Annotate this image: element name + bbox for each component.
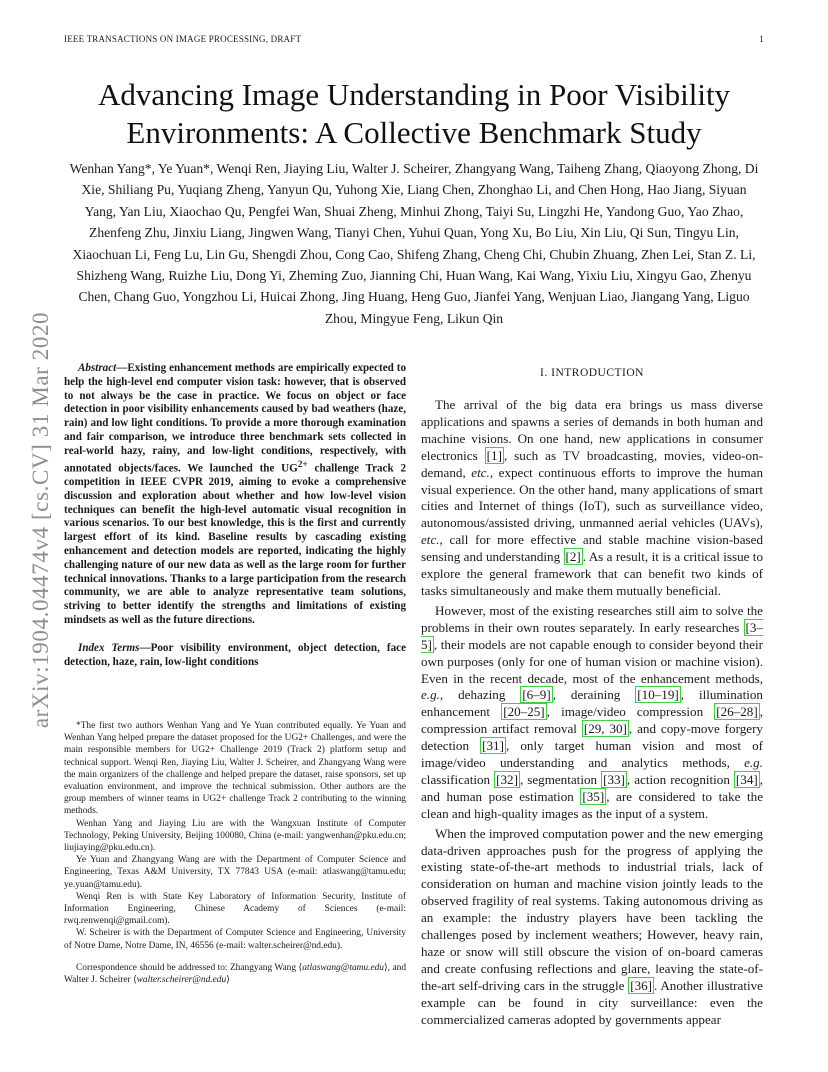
- citation-link[interactable]: [31]: [482, 738, 504, 754]
- citation-link[interactable]: [26–28]: [716, 704, 758, 720]
- citation-link[interactable]: [33]: [603, 771, 625, 787]
- arxiv-id: arXiv:1904.04474v4 [cs.CV] 31 Mar 2020: [28, 311, 53, 729]
- citation-link[interactable]: [3–5]: [421, 619, 763, 652]
- introduction-body: [421, 397, 763, 1029]
- author-list: Wenhan Yang*, Ye Yuan*, Wenqi Ren, Jiaying Liu, Walter J. Scheirer, Zhangyang Wang, Taiheng Zhang, Qiaoyong Zhong, Di Xie, Shiliang Pu, Yuqiang Zheng, Yanyun Qu, Yuhong Xie, Liang Chen, Zhonghao Li, and Chen Hong, Hao Jiang, Siyuan Yang, Yan Liu, Xiaochao Qu, Pengfei Wan, Shuai Zheng, Minhui Zhong, Taiyi Su, Lingzhi He, Yandong Guo, Yao Zhao, Zhenfeng Zhu, Jinxiu Liang, Jingwen Wang, Tianyi Chen, Yuhui Quan, Yong Xu, Bo Liu, Xin Liu, Qi Sun, Tingyu Lin, Xiaochuan Li, Feng Lu, Lin Gu, Shengdi Zhou, Cong Cao, Shifeng Zhang, Cheng Chi, Chubin Zhuang, Zhen Lei, Stan Z. Li, Shizheng Wang, Ruizhe Liu, Dong Yi, Zheming Zuo, Jianning Chi, Huan Wang, Kai Wang, Yixiu Liu, Xingyu Gao, Zhenyu Chen, Chang Guo, Yongzhou Li, Huicai Zhong, Jing Huang, Heng Guo, Jianfei Yang, Wenjuan Liao, Jiangang Yang, Liguo Zhou, Mingyue Feng, Likun Qin: [69, 161, 759, 326]
- email-link[interactable]: walter.scheirer@nd.edu: [136, 975, 227, 986]
- left-column: [64, 362, 406, 669]
- intro-paragraph: However, most of the existing researches still aim to solve the problems in their own routes separately. In early researches [3–5] , their models are not capable enough to consider beyond their own purposes (only for one of human vision or machine vision). Even in the recent decade, most of the enhancement methods, e.g., dehazing [6–9] , deraining [10–19] , illumination enhancement [20–25] , image/video compression [26–28] , compression artifact removal [29, 30] , and copy-move forgery detection [31] , only target human vision and most of image/video understanding and analytics methods, e.g. classification [32] , segmentation [33] , action recognition [34] , and human pose estimation [35] , are considered to take the clean and high-quality images as the input of a system.: [421, 602, 764, 821]
- intro-paragraph: The arrival of the big data era brings us mass diverse applications and spawns a series of demands in both human and machine visions. On one hand, new applications in consumer electronics [1] , such as TV broadcasting, movies, video-on-demand, etc., expect continuous efforts to improve the human visual experience. On the other hand, many applications of smart cities and Internet of things (IoT), such as surveillance video, autonomous/assisted driving, unmanned aerial vehicles (UAVs), etc., call for more effective and stable machine vision-based sensing and understanding [2] . As a result, it is a critical issue to explore the general framework that can benefit two kinds of tasks simultaneously and make them mutually beneficial.: [421, 397, 764, 598]
- footnote-affiliation-cas: Wenqi Ren is with State Key Laboratory of Information Security, Institute of Information Engineering, Chinese Academy of Sciences (e-mail: rwq.renwenqi@gmail.com).: [64, 891, 406, 927]
- running-header: IEEE TRANSACTIONS ON IMAGE PROCESSING, DRAFT: [64, 34, 302, 44]
- footnote-affiliation-nd: W. Scheirer is with the Department of Computer Science and Engineering, University of Notre Dame, Notre Dame, IN, 46556 (e-mail: walter.scheirer@nd.edu).: [64, 928, 406, 951]
- citation-link[interactable]: [32]: [496, 771, 518, 787]
- citation-link[interactable]: [20–25]: [503, 704, 545, 720]
- arxiv-stamp: [16, 290, 66, 750]
- intro-paragraph: When the improved computation power and the new emerging data-driven approaches push for the progress of applying the existing state-of-the-art methods to industrial trials, lack of consideration on human and machine vision jointly leads to the observed fragility of real systems. Taking autonomous driving as an example: the industry players have been tackling the challenges posed by inclement weathers; However, heavy rain, haze or snow will still obscure the vision of on-board cameras and create confusing reflections and glare, leaving the state-of-the-art self-driving cars in the struggle [36] . Another illustrative example can be found in city surveillance: even the commercialized cameras adopted by governments appear: [421, 825, 763, 1027]
- citation-link[interactable]: [1]: [486, 447, 502, 463]
- citation-link[interactable]: [35]: [582, 788, 605, 804]
- index-terms: Index Terms—Poor visibility environment, object detection, face detection, haze, rain, low-light conditions: [64, 641, 406, 668]
- section-heading: I. INTRODUCTION: [540, 367, 644, 379]
- paper-title: Advancing Image Understanding in Poor Visibility Environments: A Collective Benchmark Study: [97, 77, 731, 150]
- citation-link[interactable]: [10–19]: [637, 687, 679, 703]
- abstract-superscript: 2+: [297, 459, 308, 470]
- citation-link[interactable]: [34]: [735, 771, 758, 787]
- right-column: [421, 362, 763, 1029]
- footnote-correspondence: Correspondence should be addressed to: Zhangyang Wang ⟨atlaswang@tamu.edu⟩, and Walter J. Scheirer ⟨walter.scheirer@nd.edu⟩: [64, 962, 407, 986]
- email-link[interactable]: atlaswang@tamu.edu: [302, 962, 384, 973]
- abstract-label: Abstract: [78, 362, 117, 374]
- footnote-affiliation-tamu: Ye Yuan and Zhangyang Wang are with the Department of Computer Science and Engineering, Texas A&M University, TX 77843 USA (e-mail: atlaswang@tamu.edu; ye.yuan@tamu.edu).: [64, 855, 406, 890]
- footnotes: [64, 720, 406, 986]
- citation-link[interactable]: [6–9]: [522, 687, 551, 703]
- footnote-contribution: *The first two authors Wenhan Yang and Ye Yuan contributed equally. Ye Yuan and Wenhan Yang helped prepare the dataset proposed for the UG2+ Challenges, and were the main responsible members for UG2+ Challenge 2019 (Track 2) platform setup and technical support. Wenqi Ren, Jiaying Liu, Walter J. Scheirer, and Zhangyang Wang were the main organizers of the challenge and helped prepare the dataset, raise sponsors, set up evaluation environment, and improve the technical submission. Other authors are the group members of winner teams in UG2+ challenge Track 2 contributing to the winning methods.: [64, 721, 406, 817]
- citation-link[interactable]: [2]: [565, 549, 581, 565]
- index-terms-label: Index Terms: [78, 641, 140, 654]
- citation-link[interactable]: [36]: [630, 977, 653, 993]
- page-number: 1: [759, 34, 764, 44]
- citation-link[interactable]: [29, 30]: [583, 721, 627, 737]
- abstract: Abstract—Existing enhancement methods are empirically expected to help the high-level end computer vision task: however, that is observed to not always be the case in practice. We focus on object or face detection in poor visibility enhancements caused by bad weathers (haze, rain) and low light conditions. To provide a more thorough examination and fair comparison, we introduce three benchmark sets collected in real-world hazy, rainy, and low-light conditions, respectively, with annotated objects/faces. We launched the $UG^{2+}$ challenge Track 2 competition in IEEE CVPR 2019, aiming to evoke a comprehensive discussion and exploration about whether and how low-level vision techniques can benefit the high-level automatic visual recognition in various scenarios. To our best knowledge, this is the first and currently largest effort of its kind. Baseline results by cascading existing enhancement and detection models are reported, indicating the highly challenging nature of our new data as well as the large room for further technical innovations. Thanks to a large participation from the research community, we are able to analyze representative team solutions, striving to better identify the strengths and limitations of existing mindsets as well as the future directions.: [64, 362, 406, 627]
- footnote-affiliation-pku: Wenhan Yang and Jiaying Liu are with the Wangxuan Institute of Computer Technology, Peking University, Beijing 100080, China (e-mail: yangwenhan@pku.edu.cn; liujiaying@pku.edu.cn).: [64, 818, 406, 854]
